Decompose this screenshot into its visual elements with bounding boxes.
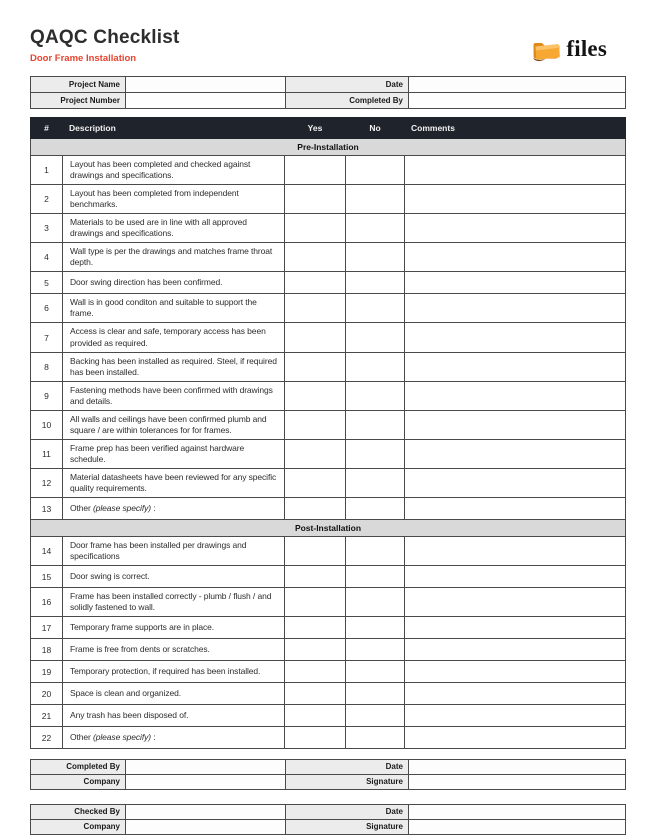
item-number: 15 bbox=[31, 566, 63, 588]
no-cell[interactable] bbox=[346, 185, 405, 214]
comments-cell[interactable] bbox=[405, 705, 626, 727]
yes-cell[interactable] bbox=[285, 617, 346, 639]
comments-cell[interactable] bbox=[405, 323, 626, 352]
signoff-completed-by-value-cell[interactable] bbox=[409, 760, 626, 775]
checklist-item-row bbox=[31, 323, 626, 352]
no-cell[interactable] bbox=[346, 243, 405, 272]
signoff-checked-by-label: Date bbox=[286, 805, 409, 820]
checklist-item-row bbox=[31, 727, 626, 749]
yes-cell[interactable] bbox=[285, 498, 346, 520]
item-description: Access is clear and safe, temporary access has been provided as required. bbox=[63, 323, 285, 352]
item-description: Wall type is per the drawings and matches frame throat depth. bbox=[63, 243, 285, 272]
item-number: 16 bbox=[31, 588, 63, 617]
checklist-item-row bbox=[31, 705, 626, 727]
no-cell[interactable] bbox=[346, 661, 405, 683]
checklist-item-row bbox=[31, 185, 626, 214]
no-cell[interactable] bbox=[346, 439, 405, 468]
checklist-header-row bbox=[31, 118, 626, 139]
yes-cell[interactable] bbox=[285, 566, 346, 588]
project-info-label: Project Name bbox=[31, 77, 126, 93]
yes-cell[interactable] bbox=[285, 185, 346, 214]
comments-cell[interactable] bbox=[405, 639, 626, 661]
section-title: Pre-Installation bbox=[31, 139, 626, 156]
checklist-item-row bbox=[31, 272, 626, 294]
item-description: Frame prep has been verified against hardware schedule. bbox=[63, 439, 285, 468]
no-cell[interactable] bbox=[346, 588, 405, 617]
project-info-label: Project Number bbox=[31, 93, 126, 109]
yes-cell[interactable] bbox=[285, 243, 346, 272]
yes-cell[interactable] bbox=[285, 410, 346, 439]
no-cell[interactable] bbox=[346, 294, 405, 323]
yes-cell[interactable] bbox=[285, 683, 346, 705]
col-header-num: # bbox=[31, 118, 63, 139]
yes-cell[interactable] bbox=[285, 661, 346, 683]
comments-cell[interactable] bbox=[405, 156, 626, 185]
page-title: QAQC Checklist bbox=[30, 27, 180, 48]
title-block bbox=[30, 27, 180, 64]
page-subtitle: Door Frame Installation bbox=[30, 53, 137, 64]
checklist-item-row bbox=[31, 566, 626, 588]
comments-cell[interactable] bbox=[405, 468, 626, 497]
comments-cell[interactable] bbox=[405, 214, 626, 243]
item-description: Door swing is correct. bbox=[63, 566, 285, 588]
project-info-row bbox=[31, 93, 626, 109]
checklist-item-row bbox=[31, 498, 626, 520]
item-number: 11 bbox=[31, 439, 63, 468]
section-header-row bbox=[31, 520, 626, 537]
comments-cell[interactable] bbox=[405, 727, 626, 749]
yes-cell[interactable] bbox=[285, 439, 346, 468]
comments-cell[interactable] bbox=[405, 294, 626, 323]
signoff-checked-by-row bbox=[31, 805, 626, 820]
signoff-completed-by-row bbox=[31, 775, 626, 790]
project-info-table bbox=[30, 76, 626, 109]
item-number: 1 bbox=[31, 156, 63, 185]
yes-cell[interactable] bbox=[285, 272, 346, 294]
signoff-completed-by-row bbox=[31, 760, 626, 775]
item-description: Layout has been completed and checked against drawings and specifications. bbox=[63, 156, 285, 185]
project-info-value-cell[interactable] bbox=[409, 77, 626, 93]
item-number: 10 bbox=[31, 410, 63, 439]
no-cell[interactable] bbox=[346, 410, 405, 439]
comments-cell[interactable] bbox=[405, 439, 626, 468]
signoff-checked-by-value-cell[interactable] bbox=[126, 820, 286, 835]
col-header-description: Description bbox=[63, 118, 285, 139]
checklist-item-row bbox=[31, 468, 626, 497]
item-number: 14 bbox=[31, 537, 63, 566]
signoff-completed-by-value-cell[interactable] bbox=[126, 760, 286, 775]
no-cell[interactable] bbox=[346, 214, 405, 243]
item-number: 9 bbox=[31, 381, 63, 410]
item-description: Other (please specify) : bbox=[63, 498, 285, 520]
signoff-completed-by-label: Completed By bbox=[31, 760, 126, 775]
yes-cell[interactable] bbox=[285, 705, 346, 727]
project-info-value-cell[interactable] bbox=[126, 77, 286, 93]
yes-cell[interactable] bbox=[285, 727, 346, 749]
yes-cell[interactable] bbox=[285, 381, 346, 410]
comments-cell[interactable] bbox=[405, 272, 626, 294]
item-number: 17 bbox=[31, 617, 63, 639]
checklist-item-row bbox=[31, 439, 626, 468]
checklist-item-row bbox=[31, 352, 626, 381]
yes-cell[interactable] bbox=[285, 537, 346, 566]
signoff-checked-table bbox=[30, 804, 626, 835]
signoff-checked-by-value-cell[interactable] bbox=[409, 805, 626, 820]
yes-cell[interactable] bbox=[285, 156, 346, 185]
item-description: Space is clean and organized. bbox=[63, 683, 285, 705]
col-header-no: No bbox=[346, 118, 405, 139]
item-number: 2 bbox=[31, 185, 63, 214]
yes-cell[interactable] bbox=[285, 468, 346, 497]
item-description: Fastening methods have been confirmed with drawings and details. bbox=[63, 381, 285, 410]
item-description: Materials to be used are in line with all approved drawings and specifications. bbox=[63, 214, 285, 243]
checklist-item-row bbox=[31, 214, 626, 243]
item-number: 3 bbox=[31, 214, 63, 243]
signoff-completed-by-label: Date bbox=[286, 760, 409, 775]
item-description: Wall is in good conditon and suitable to support the frame. bbox=[63, 294, 285, 323]
checklist-item-row bbox=[31, 381, 626, 410]
yes-cell[interactable] bbox=[285, 639, 346, 661]
comments-cell[interactable] bbox=[405, 185, 626, 214]
comments-cell[interactable] bbox=[405, 410, 626, 439]
no-cell[interactable] bbox=[346, 639, 405, 661]
checklist-item-row bbox=[31, 588, 626, 617]
signoff-completed-by-value-cell[interactable] bbox=[409, 775, 626, 790]
item-description: Door swing direction has been confirmed. bbox=[63, 272, 285, 294]
item-number: 20 bbox=[31, 683, 63, 705]
item-number: 22 bbox=[31, 727, 63, 749]
item-description: Material datasheets have been reviewed for any specific quality requirements. bbox=[63, 468, 285, 497]
signoff-checked-by-label: Checked By bbox=[31, 805, 126, 820]
comments-cell[interactable] bbox=[405, 352, 626, 381]
comments-cell[interactable] bbox=[405, 498, 626, 520]
comments-cell[interactable] bbox=[405, 683, 626, 705]
no-cell[interactable] bbox=[346, 705, 405, 727]
logo-text: files bbox=[566, 36, 607, 61]
no-cell[interactable] bbox=[346, 468, 405, 497]
item-description: Backing has been installed as required. Steel, if required has been installed. bbox=[63, 352, 285, 381]
item-number: 21 bbox=[31, 705, 63, 727]
yes-cell[interactable] bbox=[285, 352, 346, 381]
item-number: 19 bbox=[31, 661, 63, 683]
signoff-checked-by-value-cell[interactable] bbox=[409, 820, 626, 835]
folder-icon bbox=[529, 35, 566, 63]
no-cell[interactable] bbox=[346, 566, 405, 588]
checklist-item-row bbox=[31, 243, 626, 272]
no-cell[interactable] bbox=[346, 683, 405, 705]
project-info-value-cell[interactable] bbox=[126, 93, 286, 109]
item-description: Frame is free from dents or scratches. bbox=[63, 639, 285, 661]
logo bbox=[529, 35, 607, 63]
checklist-item-row bbox=[31, 617, 626, 639]
item-number: 8 bbox=[31, 352, 63, 381]
item-description: Door frame has been installed per drawings and specifications bbox=[63, 537, 285, 566]
yes-cell[interactable] bbox=[285, 214, 346, 243]
document-header bbox=[30, 27, 625, 64]
item-description: Layout has been completed from independent benchmarks. bbox=[63, 185, 285, 214]
item-description: Other (please specify) : bbox=[63, 727, 285, 749]
comments-cell[interactable] bbox=[405, 566, 626, 588]
no-cell[interactable] bbox=[346, 381, 405, 410]
checklist-item-row bbox=[31, 661, 626, 683]
item-description: Any trash has been disposed of. bbox=[63, 705, 285, 727]
no-cell[interactable] bbox=[346, 537, 405, 566]
no-cell[interactable] bbox=[346, 498, 405, 520]
project-info-value-cell[interactable] bbox=[409, 93, 626, 109]
checklist-item-row bbox=[31, 156, 626, 185]
item-number: 7 bbox=[31, 323, 63, 352]
project-info-label: Date bbox=[286, 77, 409, 93]
no-cell[interactable] bbox=[346, 352, 405, 381]
signoff-completed-by-label: Company bbox=[31, 775, 126, 790]
section-title: Post-Installation bbox=[31, 520, 626, 537]
signoff-checked-by-label: Signature bbox=[286, 820, 409, 835]
signoff-checked-by-row bbox=[31, 820, 626, 835]
comments-cell[interactable] bbox=[405, 243, 626, 272]
item-number: 6 bbox=[31, 294, 63, 323]
signoff-checked-by-label: Company bbox=[31, 820, 126, 835]
yes-cell[interactable] bbox=[285, 294, 346, 323]
no-cell[interactable] bbox=[346, 323, 405, 352]
comments-cell[interactable] bbox=[405, 588, 626, 617]
checklist-item-row bbox=[31, 683, 626, 705]
checklist-item-row bbox=[31, 537, 626, 566]
no-cell[interactable] bbox=[346, 617, 405, 639]
item-description: Frame has been installed correctly - plumb / flush / and solidly fastened to wall. bbox=[63, 588, 285, 617]
no-cell[interactable] bbox=[346, 727, 405, 749]
comments-cell[interactable] bbox=[405, 381, 626, 410]
signoff-completed-by-value-cell[interactable] bbox=[126, 775, 286, 790]
checklist-table bbox=[30, 117, 626, 749]
item-description: Temporary frame supports are in place. bbox=[63, 617, 285, 639]
item-number: 12 bbox=[31, 468, 63, 497]
item-description: Temporary protection, if required has been installed. bbox=[63, 661, 285, 683]
project-info-row bbox=[31, 77, 626, 93]
item-number: 18 bbox=[31, 639, 63, 661]
checklist-item-row bbox=[31, 294, 626, 323]
yes-cell[interactable] bbox=[285, 323, 346, 352]
comments-cell[interactable] bbox=[405, 617, 626, 639]
signoff-checked-by-value-cell[interactable] bbox=[126, 805, 286, 820]
col-header-yes: Yes bbox=[285, 118, 346, 139]
item-number: 5 bbox=[31, 272, 63, 294]
yes-cell[interactable] bbox=[285, 588, 346, 617]
section-header-row bbox=[31, 139, 626, 156]
project-info-label: Completed By bbox=[286, 93, 409, 109]
comments-cell[interactable] bbox=[405, 661, 626, 683]
item-number: 4 bbox=[31, 243, 63, 272]
checklist-item-row bbox=[31, 410, 626, 439]
signoff-completed-by-label: Signature bbox=[286, 775, 409, 790]
item-description: All walls and ceilings have been confirmed plumb and square / are within tolerances for for frames. bbox=[63, 410, 285, 439]
signoff-completed-table bbox=[30, 759, 626, 790]
no-cell[interactable] bbox=[346, 156, 405, 185]
col-header-comments: Comments bbox=[405, 118, 626, 139]
no-cell[interactable] bbox=[346, 272, 405, 294]
item-number: 13 bbox=[31, 498, 63, 520]
checklist-item-row bbox=[31, 639, 626, 661]
comments-cell[interactable] bbox=[405, 537, 626, 566]
